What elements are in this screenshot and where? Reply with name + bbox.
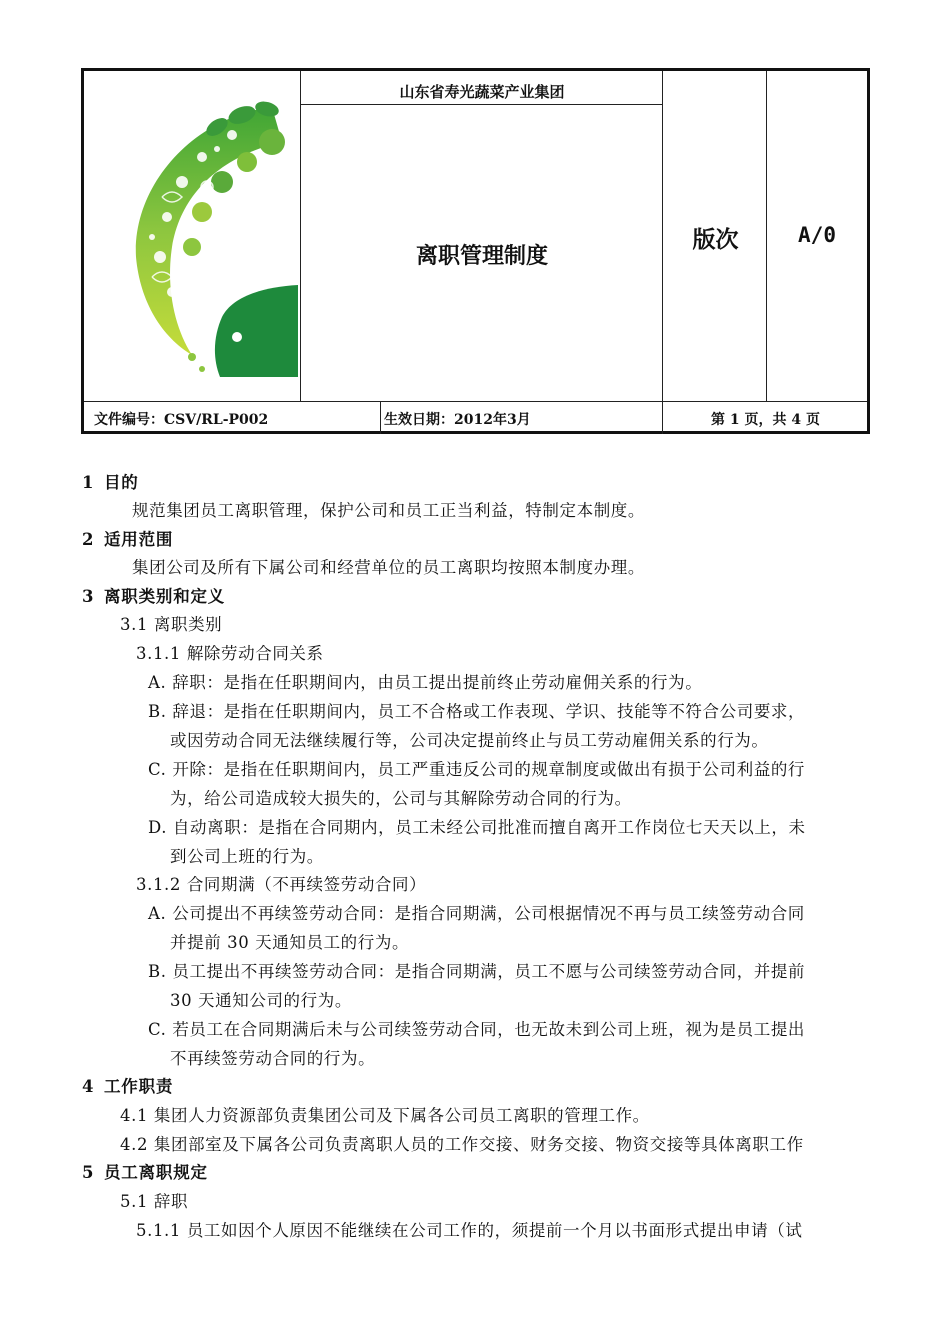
section-heading (82, 1073, 173, 1097)
list-item: B. 辞退：是指在任职期间内，员工不合格或工作表现、学识、技能等不符合公司要求， (148, 702, 806, 721)
list-item: B. 员工提出不再续签劳动合同：是指合同期满，员工不愿与公司续签劳动合同，并提前 (148, 962, 806, 981)
paragraph: 规范集团员工离职管理，保护公司和员工正当利益，特制定本制度。 (132, 501, 645, 520)
section-number: 1 (82, 473, 95, 492)
header-divider (84, 401, 867, 402)
list-item-continuation: 为，给公司造成较大损失的，公司与其解除劳动合同的行为。 (170, 789, 632, 808)
list-item-continuation: 不再续签劳动合同的行为。 (170, 1049, 376, 1068)
paragraph: 5.1.1 员工如因个人原因不能继续在公司工作的，须提前一个月以书面形式提出申请（试 (136, 1221, 803, 1240)
version-value: A/0 (798, 223, 836, 247)
list-item-continuation: 或因劳动合同无法继续履行等，公司决定提前终止与员工劳动雇佣关系的行为。 (170, 731, 769, 750)
company-logo (122, 87, 298, 377)
paragraph: 集团公司及所有下属公司和经营单位的员工离职均按照本制度办理。 (132, 558, 645, 577)
list-item-continuation: 30 天通知公司的行为。 (170, 991, 352, 1010)
document-title: 离职管理制度 (415, 243, 548, 269)
list-item: A. 辞职：是指在任职期间内，由员工提出提前终止劳动雇佣关系的行为。 (148, 673, 703, 692)
page-info: 第 1 页，共 4 页 (711, 412, 820, 428)
paragraph: 4.2 集团部室及下属各公司负责离职人员的工作交接、财务交接、物资交接等具体离职工作 (120, 1135, 804, 1154)
header-divider (380, 401, 381, 434)
effective-date: 生效日期：2012年3月 (384, 412, 531, 428)
list-item-continuation: 并提前 30 天通知员工的行为。 (170, 933, 410, 952)
version-label: 版次 (692, 226, 739, 253)
list-item-continuation: 到公司上班的行为。 (170, 847, 324, 866)
document-number: 文件编号：CSV/RL-P002 (94, 412, 269, 428)
section-number: 2 (82, 530, 95, 549)
list-item: C. 开除：是指在任职期间内，员工严重违反公司的规章制度或做出有损于公司利益的行 (148, 760, 806, 779)
section-title: 员工离职规定 (104, 1163, 208, 1182)
section-number: 5 (82, 1163, 95, 1182)
section-number: 4 (82, 1077, 95, 1096)
section-title: 工作职责 (104, 1077, 174, 1096)
subsection-heading: 5.1 辞职 (120, 1192, 189, 1211)
subsection-heading: 3.1.2 合同期满（不再续签劳动合同） (136, 875, 427, 894)
header-divider (300, 71, 301, 401)
list-item: A. 公司提出不再续签劳动合同：是指合同期满，公司根据情况不再与员工续签劳动合同 (148, 904, 805, 923)
list-item: C. 若员工在合同期满后未与公司续签劳动合同，也无故未到公司上班，视为是员工提出 (148, 1020, 806, 1039)
company-name: 山东省寿光蔬菜产业集团 (399, 83, 565, 101)
paragraph: 4.1 集团人力资源部负责集团公司及下属各公司员工离职的管理工作。 (120, 1106, 650, 1125)
subsection-heading: 3.1 离职类别 (120, 615, 223, 634)
document-header-table (81, 68, 870, 434)
section-title: 适用范围 (104, 530, 174, 549)
section-heading (82, 526, 173, 550)
list-item: D. 自动离职：是指在合同期内，员工未经公司批准而擅自离开工作岗位七天天以上，未 (148, 818, 806, 837)
header-divider (662, 71, 663, 434)
section-heading (82, 1159, 208, 1183)
section-title: 离职类别和定义 (104, 587, 226, 606)
section-number: 3 (82, 587, 95, 606)
section-heading (82, 583, 225, 607)
section-heading (82, 469, 139, 493)
section-title: 目的 (104, 473, 139, 492)
header-divider (300, 104, 662, 105)
subsection-heading: 3.1.1 解除劳动合同关系 (136, 644, 324, 663)
